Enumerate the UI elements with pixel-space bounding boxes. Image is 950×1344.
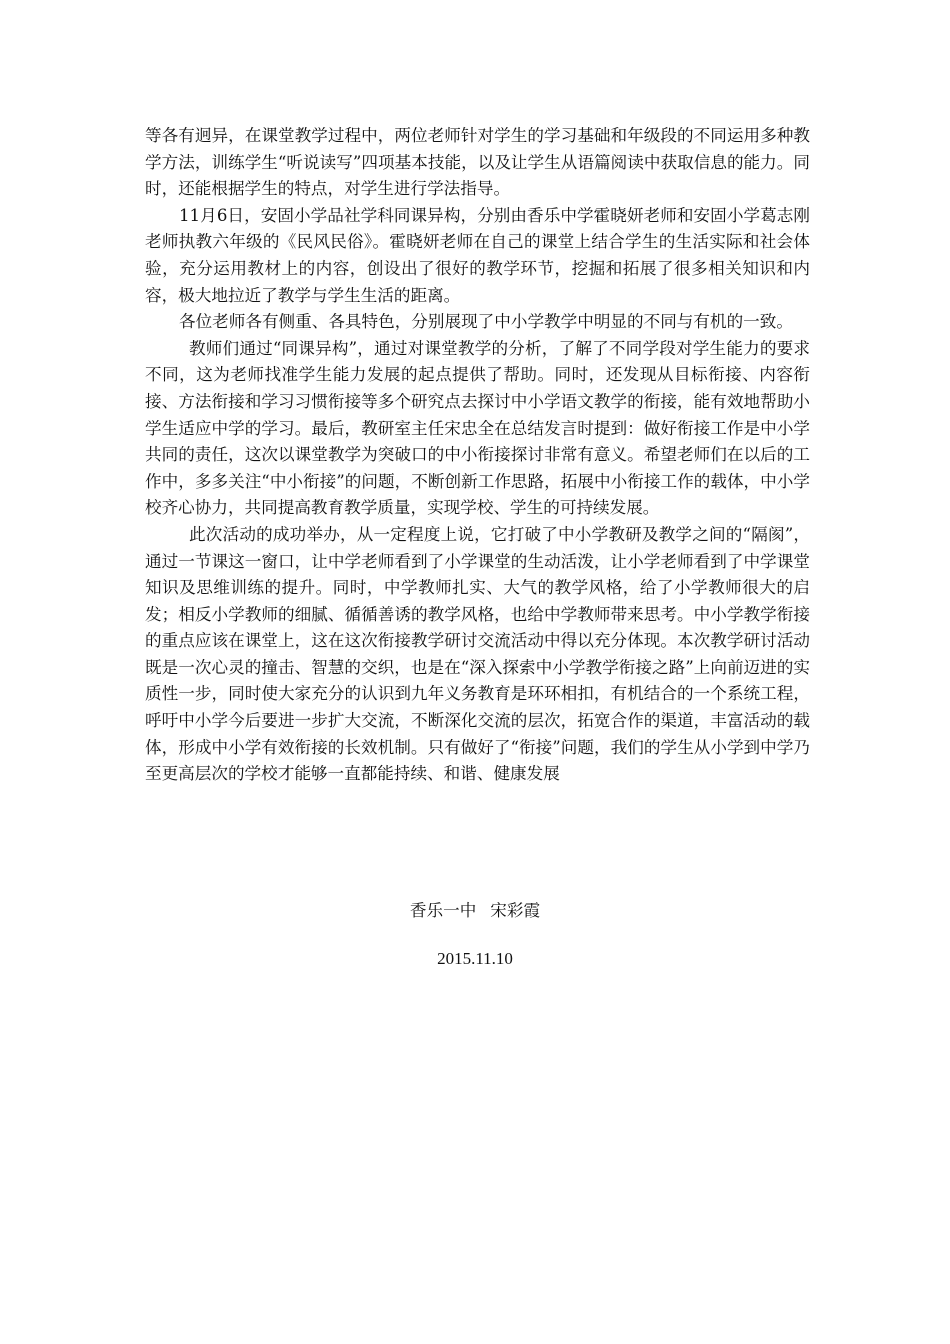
- signature-line: [0, 898, 950, 924]
- paragraph-1: 等各有迥异，在课堂教学过程中，两位老师针对学生的学习基础和年级段的不同运用多种教学方法，训练学生“听说读写”四项基本技能，以及让学生从语篇阅读中获取信息的能力。同时，还能根据学生的特点，对学生进行学法指导。: [145, 126, 810, 199]
- document-date: 2015.11.10: [437, 949, 513, 968]
- signature-school: 香乐一中: [409, 901, 477, 920]
- paragraph-2: 11月6日，安固小学品社学科同课异构，分别由香乐中学霍晓妍老师和安固小学葛志刚老师执教六年级的《民风民俗》。霍晓妍老师在自己的课堂上结合学生的生活实际和社会体验，充分运用教材上的内容，创设出了很好的教学环节，挖掘和拓展了很多相关知识和内容，极大地拉近了教学与学生生活的距离。: [145, 205, 810, 305]
- signature-author: 宋彩霞: [490, 901, 541, 920]
- paragraph-4: 教师们通过“同课异构”，通过对课堂教学的分析，了解了不同学段对学生能力的要求不同，这为老师找准学生能力发展的起点提供了帮助。同时，还发现从目标衔接、内容衔接、方法衔接和学习习惯衔接等多个研究点去探讨中小学语文教学的衔接，能有效地帮助小学生适应中学的学习。最后，教研室主任宋忠全在总结发言时提到：做好衔接工作是中小学共同的责任，这次以课堂教学为突破口的中小衔接探讨非常有意义。希望老师们在以后的工作中，多多关注“中小衔接”的问题，不断创新工作思路，拓展中小衔接工作的载体，中小学校齐心协力，共同提高教育教学质量，实现学校、学生的可持续发展。: [145, 338, 810, 518]
- paragraph-5: 此次活动的成功举办，从一定程度上说，它打破了中小学教研及教学之间的“隔阂”，通过一节课这一窗口，让中学老师看到了小学课堂的生动活泼，让小学老师看到了中学课堂知识及思维训练的提升。同时，中学教师扎实、大气的教学风格，给了小学教师很大的启发；相反小学教师的细腻、循循善诱的教学风格，也给中学教师带来思考。中小学教学衔接的重点应该在课堂上，这在这次衔接教学研讨交流活动中得以充分体现。本次教学研讨活动既是一次心灵的撞击、智慧的交织，也是在“深入探索中小学教学衔接之路”上向前迈进的实质性一步，同时使大家充分的认识到九年义务教育是环环相扣，有机结合的一个系统工程，呼吁中小学今后要进一步扩大交流，不断深化交流的层次，拓宽合作的渠道，丰富活动的载体，形成中小学有效衔接的长效机制。只有做好了“衔接”问题，我们的学生从小学到中学乃至更高层次的学校才能够一直都能持续、和谐、健康发展: [145, 524, 810, 784]
- paragraph-3: 各位老师各有侧重、各具特色，分别展现了中小学教学中明显的不同与有机的一致。: [179, 312, 793, 332]
- document-body: [145, 123, 810, 788]
